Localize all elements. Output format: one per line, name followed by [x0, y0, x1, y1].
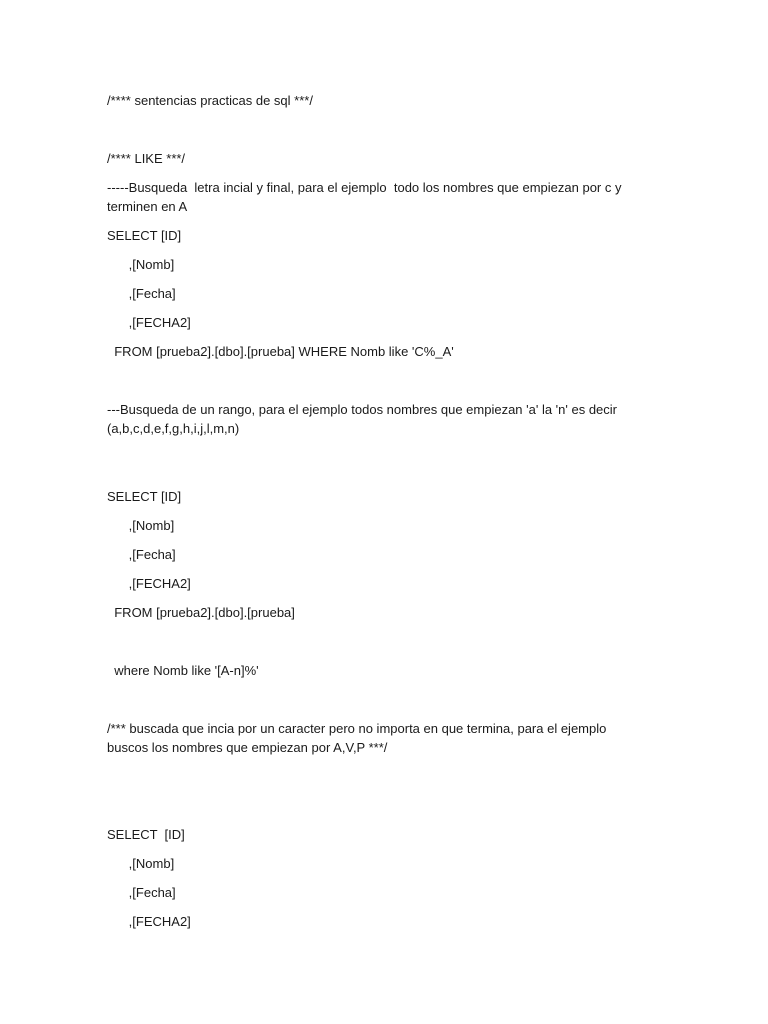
spacer — [107, 767, 647, 825]
section1-from: FROM [prueba2].[dbo].[prueba] WHERE Nomb like 'C%_A' — [107, 344, 454, 359]
section3-comment: /*** buscada que incia por un caracter pero no importa en que termina, para el ejemplo buscos los nombres que empiezan por A,V,P ***/ — [107, 721, 610, 755]
section2-col-fecha: ,[Fecha] — [107, 547, 176, 562]
section1-col-fecha2: ,[FECHA2] — [107, 315, 191, 330]
section3-col-nomb: ,[Nomb] — [107, 856, 175, 871]
section1-comment: -----Busqueda letra incial y final, para el ejemplo todo los nombres que empiezan por c y terminen en A — [107, 180, 626, 214]
section1-col-fecha: ,[Fecha] — [107, 286, 176, 301]
section2-from: FROM [prueba2].[dbo].[prueba] — [107, 605, 295, 620]
like-heading: /**** LIKE ***/ — [107, 151, 186, 166]
section2-col-fecha2: ,[FECHA2] — [107, 576, 191, 591]
section3-col-fecha: ,[Fecha] — [107, 885, 176, 900]
spacer — [107, 690, 647, 719]
spacer — [107, 371, 647, 400]
section2-comment: ---Busqueda de un rango, para el ejemplo todos nombres que empiezan 'a' la 'n' es decir (a,b,c,d,e,f,g,h,i,j,l,m,n) — [107, 402, 621, 436]
document-page — [107, 91, 647, 941]
section1-select: SELECT [ID] — [107, 228, 182, 243]
spacer — [107, 120, 647, 149]
document-heading: /**** sentencias practicas de sql ***/ — [107, 93, 313, 108]
spacer — [107, 632, 647, 661]
section1-col-nomb: ,[Nomb] — [107, 257, 175, 272]
section2-where: where Nomb like '[A-n]%' — [107, 663, 259, 678]
section2-col-nomb: ,[Nomb] — [107, 518, 175, 533]
section3-select: SELECT [ID] — [107, 827, 185, 842]
section2-select: SELECT [ID] — [107, 489, 182, 504]
section3-col-fecha2: ,[FECHA2] — [107, 914, 191, 929]
spacer — [107, 448, 647, 487]
